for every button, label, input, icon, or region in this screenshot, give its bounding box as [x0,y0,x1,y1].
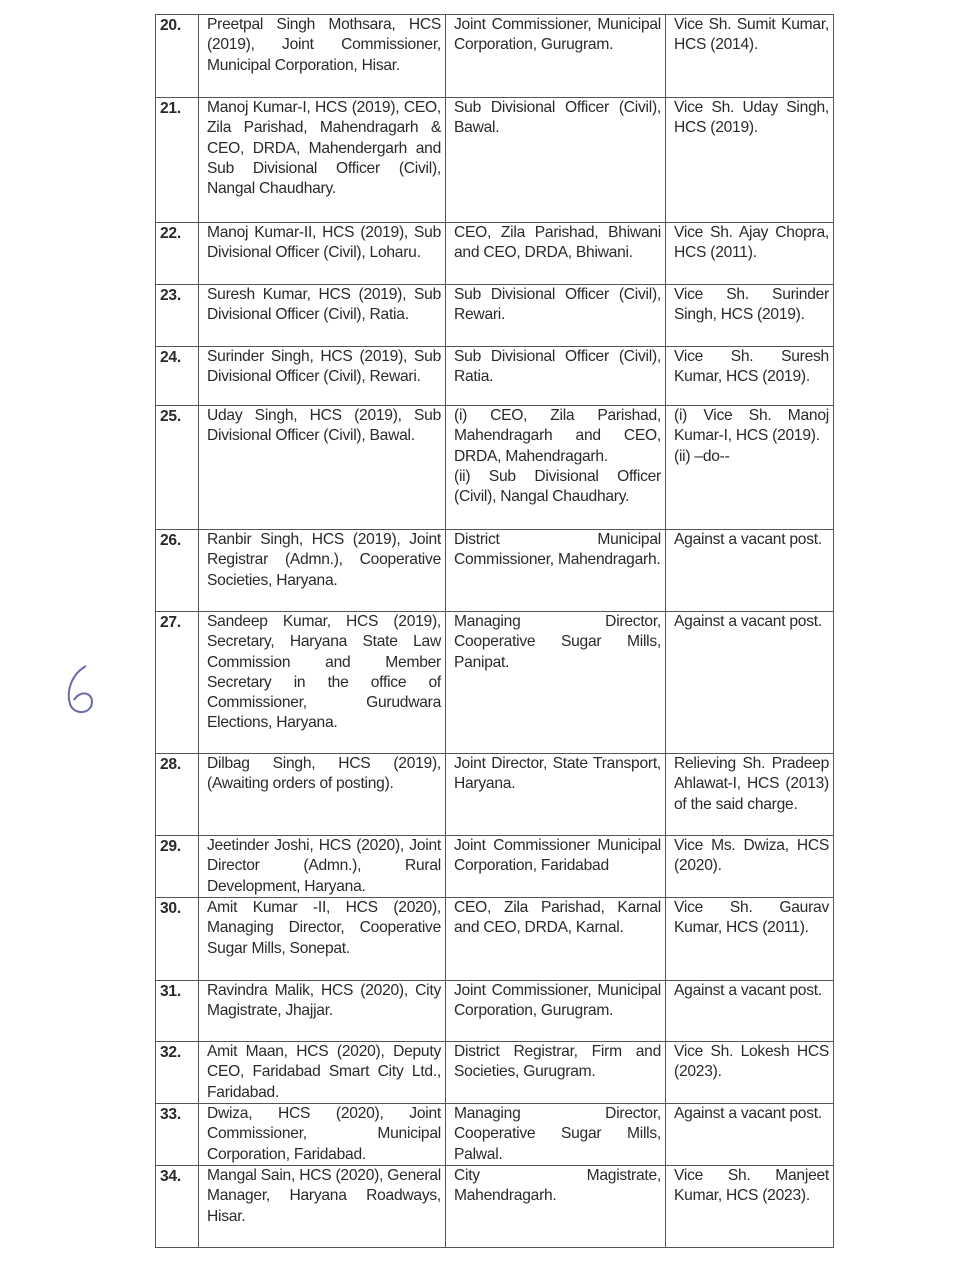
remarks-cell-text: Against a vacant post. [674,613,822,630]
officer-details-cell [199,1104,446,1166]
officer-details-cell-text: Ravindra Malik, HCS (2020), City Magistrate, Jhajjar. [207,982,441,1020]
serial-number-cell-text: 22. [160,225,181,242]
officer-details-cell-text: Preetpal Singh Mothsara, HCS (2019), Joint Commissioner, Municipal Corporation, Hisar. [207,16,441,74]
remarks-cell [666,223,834,285]
officer-details-cell-text: Suresh Kumar, HCS (2019), Sub Divisional Officer (Civil), Ratia. [207,286,441,324]
new-posting-cell-text: (ii) Sub Divisional Officer (Civil), Nangal Chaudhary. [454,467,661,506]
table-row [156,285,834,347]
table-row [156,15,834,98]
new-posting-cell-text: Managing Director, Cooperative Sugar Mills, Palwal. [454,1105,661,1163]
new-posting-cell-text: Joint Director, State Transport, Haryana. [454,755,661,793]
officer-details-cell-text: Jeetinder Joshi, HCS (2020), Joint Director (Admn.), Rural Development, Haryana. [207,837,441,895]
serial-number-cell [156,836,199,898]
new-posting-cell [446,406,666,530]
remarks-cell [666,285,834,347]
remarks-cell [666,1104,834,1166]
serial-number-cell-text: 28. [160,756,181,773]
officer-details-cell [199,898,446,981]
serial-number-cell [156,406,199,530]
officer-details-cell-text: Surinder Singh, HCS (2019), Sub Divisional Officer (Civil), Rewari. [207,348,441,386]
remarks-cell-text: (i) Vice Sh. Manoj Kumar-I, HCS (2019). [674,407,829,445]
serial-number-cell-text: 23. [160,287,181,304]
officer-details-cell [199,754,446,836]
officer-details-cell-text: Dilbag Singh, HCS (2019), (Awaiting orders of posting). [207,755,441,793]
remarks-cell [666,406,834,530]
new-posting-cell [446,754,666,836]
serial-number-cell [156,285,199,347]
table-row [156,754,834,836]
officer-details-cell [199,98,446,223]
table-row [156,406,834,530]
officer-details-cell [199,15,446,98]
serial-number-cell [156,530,199,612]
table-row [156,981,834,1042]
officer-details-cell-text: Mangal Sain, HCS (2020), General Manager, Haryana Roadways, Hisar. [207,1167,441,1225]
serial-number-cell-text: 27. [160,614,181,631]
officer-details-cell-text: Amit Maan, HCS (2020), Deputy CEO, Faridabad Smart City Ltd., Faridabad. [207,1043,441,1101]
remarks-cell [666,898,834,981]
officer-details-cell [199,981,446,1042]
table-row [156,98,834,223]
remarks-cell [666,1042,834,1104]
new-posting-cell-text: District Registrar, Firm and Societies, Gurugram. [454,1043,661,1081]
new-posting-cell [446,1166,666,1248]
officer-details-cell [199,406,446,530]
serial-number-cell-text: 31. [160,983,181,1000]
serial-number-cell [156,1166,199,1248]
serial-number-cell [156,612,199,754]
new-posting-cell [446,836,666,898]
postings-table [155,14,834,1248]
new-posting-cell [446,1104,666,1166]
remarks-cell-text: Relieving Sh. Pradeep Ahlawat-I, HCS (2013) of the said charge. [674,755,829,813]
serial-number-cell-text: 32. [160,1044,181,1061]
new-posting-cell [446,15,666,98]
serial-number-cell [156,347,199,406]
serial-number-cell-text: 20. [160,17,181,34]
serial-number-cell [156,1042,199,1104]
new-posting-cell [446,898,666,981]
remarks-cell-text: Vice Sh. Gaurav Kumar, HCS (2011). [674,899,829,937]
new-posting-cell-text: (i) CEO, Zila Parishad, Mahendragarh and CEO, DRDA, Mahendragarh. [454,407,661,465]
serial-number-cell-text: 29. [160,838,181,855]
officer-details-cell [199,285,446,347]
new-posting-cell-text: Managing Director, Cooperative Sugar Mills, Panipat. [454,613,661,671]
officer-details-cell [199,530,446,612]
serial-number-cell-text: 24. [160,349,181,366]
remarks-cell-text: Vice Sh. Ajay Chopra, HCS (2011). [674,224,829,262]
new-posting-cell [446,285,666,347]
remarks-cell-text: Against a vacant post. [674,1105,822,1122]
new-posting-cell-text: District Municipal Commissioner, Mahendragarh. [454,531,661,569]
serial-number-cell [156,898,199,981]
remarks-cell-text: Vice Sh. Suresh Kumar, HCS (2019). [674,348,829,386]
handwritten-page-number [62,660,102,720]
officer-details-cell-text: Dwiza, HCS (2020), Joint Commissioner, Municipal Corporation, Faridabad. [207,1105,441,1163]
table-row [156,1166,834,1248]
new-posting-cell-text: Joint Commissioner, Municipal Corporation, Gurugram. [454,16,661,54]
serial-number-cell [156,981,199,1042]
new-posting-cell [446,981,666,1042]
new-posting-cell-text: City Magistrate, Mahendragarh. [454,1167,661,1205]
remarks-cell-text: Against a vacant post. [674,531,822,548]
remarks-cell [666,530,834,612]
serial-number-cell [156,754,199,836]
table-row [156,1104,834,1166]
table-row [156,530,834,612]
remarks-cell-text: Vice Sh. Manjeet Kumar, HCS (2023). [674,1167,829,1205]
remarks-cell-text: (ii) –do-- [674,447,730,465]
serial-number-cell-text: 34. [160,1168,181,1185]
table-row [156,223,834,285]
table-row [156,1042,834,1104]
remarks-cell-text: Vice Ms. Dwiza, HCS (2020). [674,837,829,875]
officer-details-cell [199,836,446,898]
officer-details-cell-text: Manoj Kumar-II, HCS (2019), Sub Divisional Officer (Civil), Loharu. [207,224,441,262]
officer-details-cell [199,223,446,285]
new-posting-cell-text: Joint Commissioner Municipal Corporation, Faridabad [454,837,661,875]
new-posting-cell [446,223,666,285]
new-posting-cell-text: Sub Divisional Officer (Civil), Rewari. [454,286,661,324]
table-row [156,836,834,898]
new-posting-cell [446,98,666,223]
remarks-cell [666,836,834,898]
table-row [156,347,834,406]
remarks-cell-text: Vice Sh. Sumit Kumar, HCS (2014). [674,16,829,54]
officer-details-cell-text: Ranbir Singh, HCS (2019), Joint Registrar (Admn.), Cooperative Societies, Haryana. [207,531,441,589]
officer-details-cell [199,612,446,754]
serial-number-cell-text: 33. [160,1106,181,1123]
officer-details-cell [199,1042,446,1104]
serial-number-cell [156,15,199,98]
new-posting-cell [446,1042,666,1104]
serial-number-cell [156,1104,199,1166]
remarks-cell-text: Vice Sh. Surinder Singh, HCS (2019). [674,286,829,324]
remarks-cell [666,347,834,406]
table-row [156,898,834,981]
new-posting-cell-text: CEO, Zila Parishad, Karnal and CEO, DRDA, Karnal. [454,899,661,937]
remarks-cell [666,1166,834,1248]
new-posting-cell-text: Sub Divisional Officer (Civil), Ratia. [454,348,661,386]
remarks-cell-text: Vice Sh. Uday Singh, HCS (2019). [674,99,829,137]
remarks-cell [666,612,834,754]
officer-details-cell [199,1166,446,1248]
remarks-cell [666,98,834,223]
officer-details-cell-text: Manoj Kumar-I, HCS (2019), CEO, Zila Parishad, Mahendragarh & CEO, DRDA, Mahendergarh and Sub Divisional Officer (Civil), Nangal Chaudhary. [207,99,441,198]
officer-details-cell-text: Sandeep Kumar, HCS (2019), Secretary, Haryana State Law Commission and Member Secretary in the office of Commissioner, Gurudwara Elections, Haryana. [207,613,441,732]
table-row [156,612,834,754]
officer-details-cell-text: Uday Singh, HCS (2019), Sub Divisional Officer (Civil), Bawal. [207,407,441,445]
serial-number-cell-text: 25. [160,408,181,425]
remarks-cell [666,981,834,1042]
officer-details-cell [199,347,446,406]
serial-number-cell [156,98,199,223]
serial-number-cell-text: 26. [160,532,181,549]
serial-number-cell-text: 30. [160,900,181,917]
remarks-cell [666,15,834,98]
remarks-cell [666,754,834,836]
officer-details-cell-text: Amit Kumar -II, HCS (2020), Managing Director, Cooperative Sugar Mills, Sonepat. [207,899,441,957]
remarks-cell-text: Against a vacant post. [674,982,822,999]
new-posting-cell-text: Joint Commissioner, Municipal Corporation, Gurugram. [454,982,661,1020]
serial-number-cell-text: 21. [160,100,181,117]
new-posting-cell [446,530,666,612]
new-posting-cell-text: Sub Divisional Officer (Civil), Bawal. [454,99,661,137]
new-posting-cell [446,612,666,754]
remarks-cell-text: Vice Sh. Lokesh HCS (2023). [674,1043,829,1081]
new-posting-cell [446,347,666,406]
new-posting-cell-text: CEO, Zila Parishad, Bhiwani and CEO, DRDA, Bhiwani. [454,224,661,262]
serial-number-cell [156,223,199,285]
